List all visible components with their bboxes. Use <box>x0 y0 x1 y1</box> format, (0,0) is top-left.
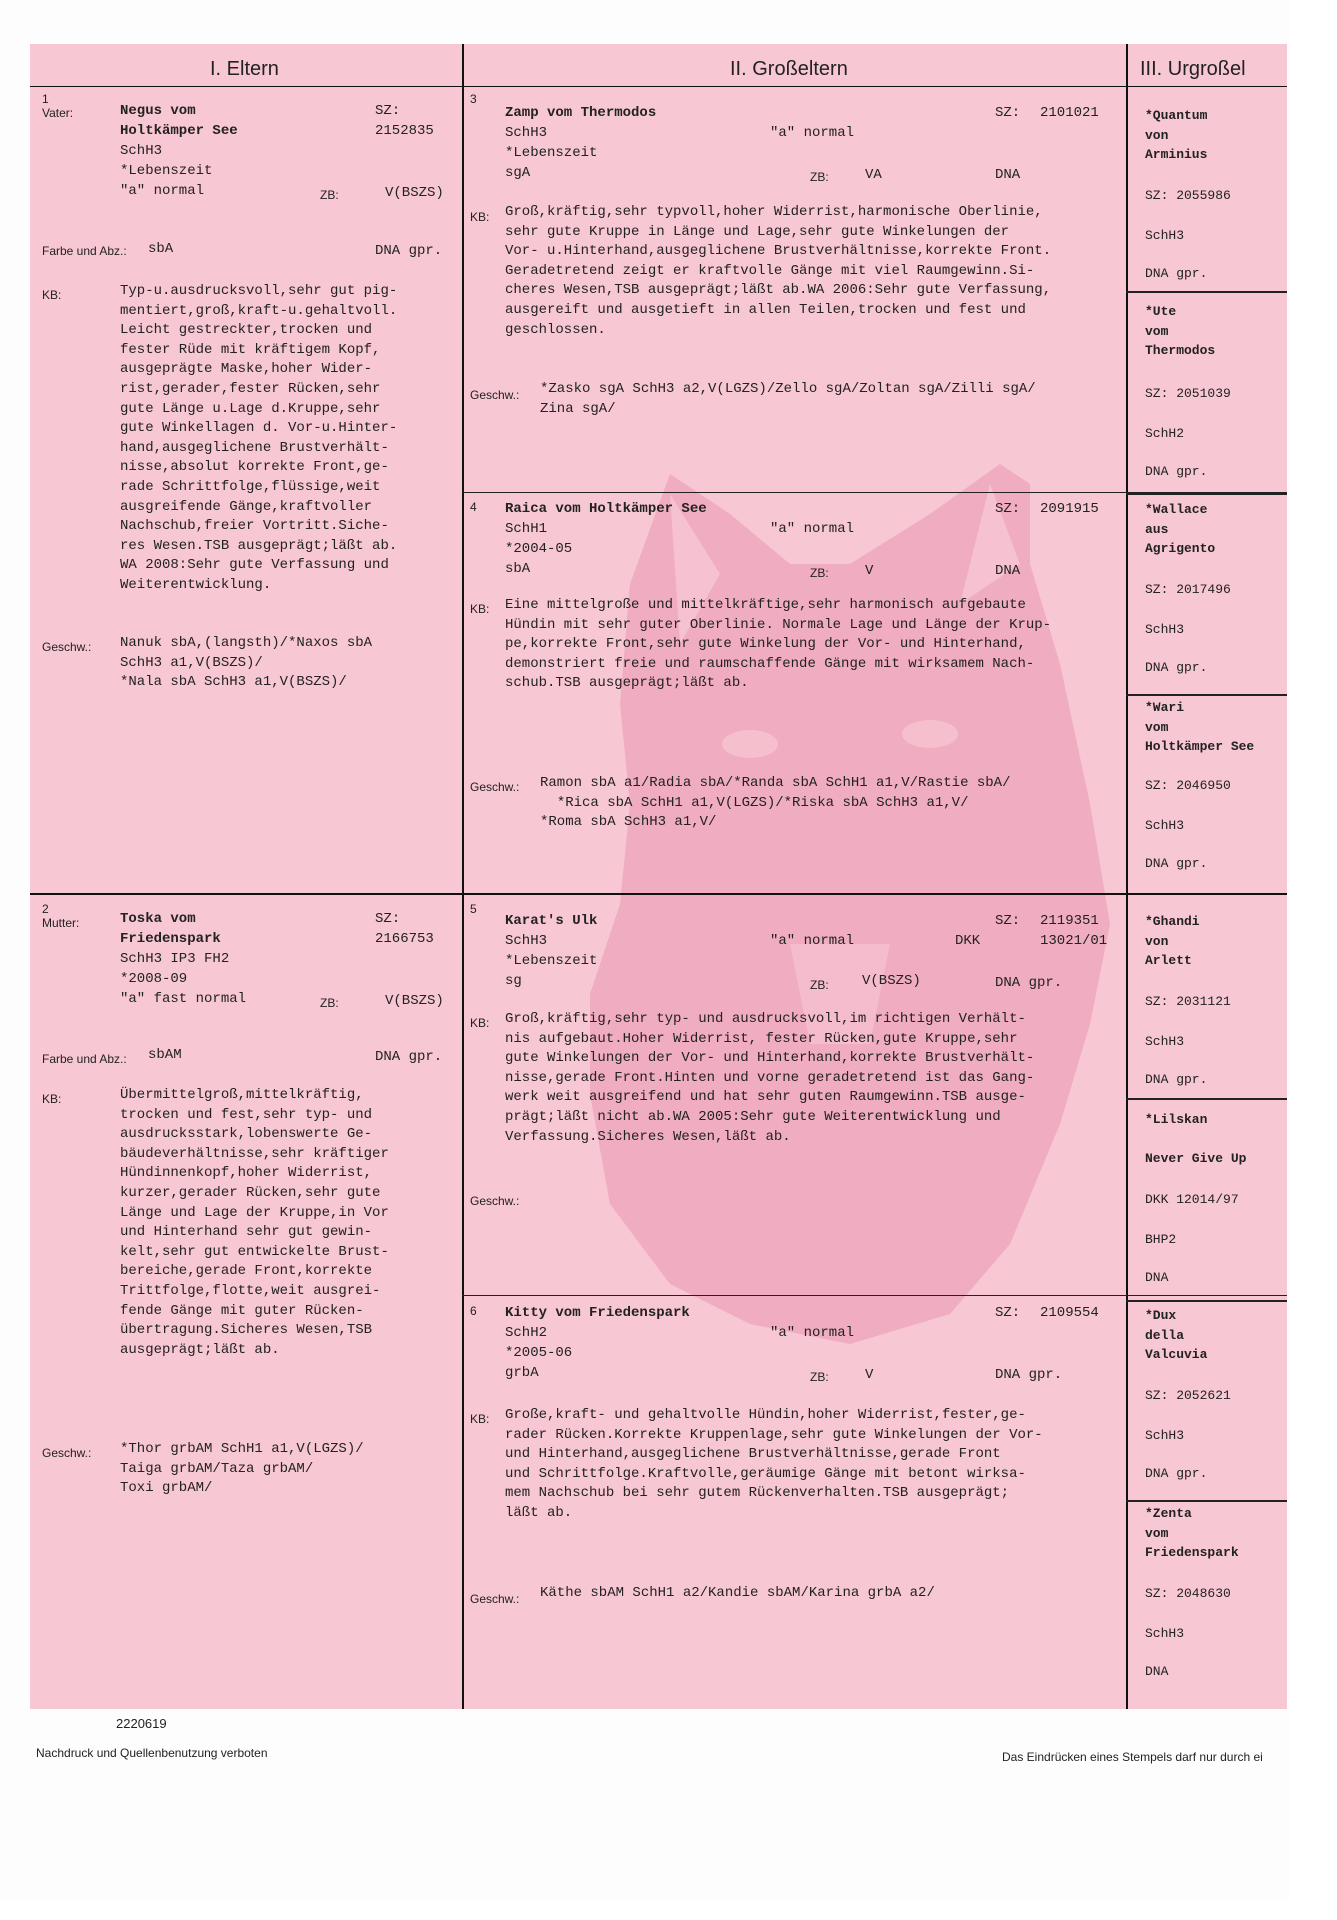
gp5-sz-label: SZ: <box>995 913 1021 929</box>
gp6-dna: DNA gpr. <box>995 1367 1063 1383</box>
father-line2: *Lebenszeit <box>120 163 213 179</box>
gp4-geschw-label: Geschw.: <box>470 780 520 794</box>
gp3-line3: sgA <box>505 165 531 181</box>
ggp-8-name: *Zenta vom Friedenspark <box>1145 1506 1239 1561</box>
father-kb-text: Typ-u.ausdrucksvoll,sehr gut pig- mentiert,groß,kraft-u.gehaltvoll. Leicht gestreckter,trocken und fester Rüde mit kräftigem Kopf, ausgeprägte Maske,hoher Wider- rist,gerader,fester Rücken,sehr gute Länge u.Lage d.Kruppe,sehr gute Winkellagen d. Vor-u.Hinter- hand,ausgeglichene Brustverhält- nisse,absolut korrekte Front,ge- rade Schrittfolge,flüssige,weit ausgreifende Gänge,kraftvoller Nachschub,freier Vortritt.Siche- res Wesen.TSB ausgeprägt;läßt ab. WA 2008:Sehr gute Verfassung und Weiterentwicklung. <box>120 283 398 593</box>
father-zb-label: ZB: <box>320 188 339 202</box>
col-divider-2 <box>1126 44 1128 1709</box>
col-divider-1 <box>462 44 464 1709</box>
gp3-sz: 2101021 <box>1040 105 1099 121</box>
row-divider-gp-5-6 <box>462 1295 1287 1296</box>
gp6-name: Kitty vom Friedenspark <box>505 1305 690 1321</box>
father-sz: 2152835 <box>375 123 434 139</box>
father-geschw-label: Geschw.: <box>42 640 92 654</box>
gp3-geschw-label: Geschw.: <box>470 388 520 402</box>
mother-sz: 2166753 <box>375 931 434 947</box>
father-sz-label: SZ: <box>375 103 401 119</box>
gp6-zb-label: ZB: <box>810 1370 829 1384</box>
gp6-hd: "a" normal <box>770 1325 855 1341</box>
ggp-6-line1: BHP2 <box>1145 1232 1177 1247</box>
ggp-8-sz: SZ: 2048630 <box>1145 1586 1231 1601</box>
gp4-kb-text: Eine mittelgroße und mittelkräftige,sehr harmonisch aufgebaute Hündin mit sehr guter Oberlinie. Normale Lage und Länge der Krup- pe,korrekte Front,sehr gute Winkelung der Vor- und Hinterhand, demonstriert freie und raumschaffende Gänge mit wirksamem Nach- schub.TSB ausgeprägt;läßt ab. <box>505 597 1052 692</box>
gp6-line3: grbA <box>505 1365 539 1381</box>
ggp-3-line1: SchH3 <box>1145 622 1185 637</box>
ggp-7-line1: SchH3 <box>1145 1428 1185 1443</box>
gp6-line1: SchH2 <box>505 1325 548 1341</box>
ggp-3-sz: SZ: 2017496 <box>1145 582 1231 597</box>
ggp-divider-6 <box>1126 1500 1287 1502</box>
gp6-geschw-text: Käthe sbAM SchH1 a2/Kandie sbAM/Karina grbA a2/ <box>540 1585 935 1601</box>
header-grandparents: II. Großeltern <box>730 58 848 80</box>
ggp-6-line2: DNA <box>1145 1270 1169 1285</box>
gp5-kb-text: Groß,kräftig,sehr typ- und ausdrucksvoll,im richtigen Verhält- nis aufgebaut.Hoher Widerrist, fester Rücken,gute Kruppe,sehr gute Winkelungen der Vor- und Hinterhand,korrekte Brustverhält- nisse,gerade Front.Hinten und vorne geradetretend ist das Gang- werk weit ausgreifend und hat sehr guten Raumgewinn.TSB ausge- prägt;läßt nicht ab.WA 2005:Sehr gute Weiterentwicklung und Verfassung.Sicheres Wesen,läßt ab. <box>505 1011 1035 1145</box>
gp3-hd: "a" normal <box>770 125 855 141</box>
gp5-num: 5 <box>470 902 477 916</box>
mother-line1: SchH3 IP3 FH2 <box>120 951 230 967</box>
ggp-5-sz: SZ: 2031121 <box>1145 994 1231 1009</box>
gp3-sz-label: SZ: <box>995 105 1021 121</box>
gp4-zb: V <box>865 563 874 579</box>
mother-sz-label: SZ: <box>375 911 401 927</box>
father-zb: V(BSZS) <box>385 185 444 201</box>
ggp-6-sz: DKK 12014/97 <box>1145 1192 1239 1207</box>
mother-name-1: Toska vom <box>120 911 196 927</box>
gp3-line1: SchH3 <box>505 125 548 141</box>
ggp-2-sz: SZ: 2051039 <box>1145 386 1231 401</box>
mother-dna: DNA gpr. <box>375 1049 443 1065</box>
gp4-num: 4 <box>470 500 477 514</box>
gp5-geschw-label: Geschw.: <box>470 1194 520 1208</box>
gp5-dkk-number: 13021/01 <box>1040 933 1108 949</box>
ggp-2-line2: DNA gpr. <box>1145 464 1208 479</box>
gp3-kb-label: KB: <box>470 210 490 224</box>
gp3-geschw-text: *Zasko sgA SchH3 a2,V(LGZS)/Zello sgA/Zoltan sgA/Zilli sgA/ Zina sgA/ <box>540 381 1036 417</box>
gp5-sz: 2119351 <box>1040 913 1099 929</box>
gp4-geschw-text: Ramon sbA a1/Radia sbA/*Randa sbA SchH1 a1,V/Rastie sbA/ *Rica sbA SchH1 a1,V(LGZS)/*Riska sbA SchH3 a1,V/ *Roma sbA SchH3 a1,V/ <box>540 775 1011 831</box>
gp6-zb: V <box>865 1367 874 1383</box>
gp6-line2: *2005-06 <box>505 1345 573 1361</box>
ggp-4-name: *Wari vom Holtkämper See <box>1145 700 1255 755</box>
father-dna: DNA gpr. <box>375 243 443 259</box>
ggp-1-name: *Quantum von Arminius <box>1145 108 1208 163</box>
mother-zb: V(BSZS) <box>385 993 444 1009</box>
gp5-zb: V(BSZS) <box>862 973 921 989</box>
gp3-kb-text: Groß,kräftig,sehr typvoll,hoher Widerrist,harmonische Oberlinie, sehr gute Kruppe in Länge und Lage,sehr gute Winkelungen der Vor- u.Hinterhand,ausgeglichene Brustverhältnisse,korrekte Front. Geradetretend zeigt er kraftvolle Gänge mit viel Raumgewinn.Si- cheres Wesen,TSB ausgeprägt;läßt ab.WA 2006:Sehr gute Verfassung, ausgereift und ausgetieft in allen Teilen,trocken und fest und geschlossen. <box>505 204 1052 338</box>
row-divider-parents <box>30 893 1287 895</box>
gp6-num: 6 <box>470 1304 477 1318</box>
gp3-zb: VA <box>865 167 882 183</box>
ggp-7-sz: SZ: 2052621 <box>1145 1388 1231 1403</box>
ggp-5-name: *Ghandi von Arlett <box>1145 914 1200 969</box>
mother-farbe-label: Farbe und Abz.: <box>42 1052 127 1066</box>
ggp-1-sz: SZ: 2055986 <box>1145 188 1231 203</box>
gp5-kb-label: KB: <box>470 1016 490 1030</box>
gp4-line2: *2004-05 <box>505 541 573 557</box>
gp3-line2: *Lebenszeit <box>505 145 598 161</box>
gp6-geschw-label: Geschw.: <box>470 1592 520 1606</box>
gp4-sz: 2091915 <box>1040 501 1099 517</box>
ggp-8-line2: DNA <box>1145 1664 1169 1679</box>
ggp-2-line1: SchH2 <box>1145 426 1185 441</box>
ggp-3-line2: DNA gpr. <box>1145 660 1208 675</box>
gp4-name: Raica vom Holtkämper See <box>505 501 707 517</box>
father-name-1: Negus vom <box>120 103 196 119</box>
ggp-6-name: *Lilskan Never Give Up <box>1145 1112 1247 1167</box>
father-farbe: sbA <box>148 241 174 257</box>
gp4-line1: SchH1 <box>505 521 548 537</box>
father-farbe-label: Farbe und Abz.: <box>42 244 127 258</box>
ggp-divider-1 <box>1126 291 1287 293</box>
ggp-4-line1: SchH3 <box>1145 818 1185 833</box>
gp4-sz-label: SZ: <box>995 501 1021 517</box>
gp4-hd: "a" normal <box>770 521 855 537</box>
gp5-name: Karat's Ulk <box>505 913 598 929</box>
ggp-divider-5 <box>1126 1300 1287 1302</box>
gp3-dna: DNA <box>995 167 1021 183</box>
ggp-7-name: *Dux della Valcuvia <box>1145 1308 1208 1363</box>
ggp-4-line2: DNA gpr. <box>1145 856 1208 871</box>
gp3-name: Zamp vom Thermodos <box>505 105 657 121</box>
mother-zb-label: ZB: <box>320 996 339 1010</box>
gp3-num: 3 <box>470 92 477 106</box>
gp5-dkk: DKK <box>955 933 981 949</box>
footer-right-notice: Das Eindrücken eines Stempels darf nur durch ei <box>1002 1750 1263 1764</box>
ggp-1-line2: DNA gpr. <box>1145 266 1208 281</box>
gp4-kb-label: KB: <box>470 602 490 616</box>
mother-label: Mutter: <box>42 916 80 930</box>
gp5-dna: DNA gpr. <box>995 975 1063 991</box>
header-parents: I. Eltern <box>210 58 279 80</box>
father-num: 1 <box>42 92 49 106</box>
mother-line3: "a" fast normal <box>120 991 247 1007</box>
header-bottom-line <box>30 86 1287 87</box>
gp4-dna: DNA <box>995 563 1021 579</box>
gp6-kb-text: Große,kraft- und gehaltvolle Hündin,hoher Widerrist,fester,ge- rader Rücken.Korrekte Kruppenlage,sehr gute Winkelungen der Vor- und Hinterhand,ausgeglichene Brustverhältnisse,gerade Front und Schrittfolge.Kraftvolle,geräumige Gänge mit betont wirksa- mem Nachschub bei sehr gutem Rückenverhalten.TSB ausgeprägt; läßt ab. <box>505 1407 1043 1521</box>
mother-geschw-label: Geschw.: <box>42 1446 92 1460</box>
ggp-divider-2 <box>1126 493 1287 495</box>
ggp-8-line1: SchH3 <box>1145 1626 1185 1641</box>
ggp-7-line2: DNA gpr. <box>1145 1466 1208 1481</box>
mother-name-2: Friedenspark <box>120 931 221 947</box>
gp5-line3: sg <box>505 973 522 989</box>
mother-farbe: sbAM <box>148 1047 182 1063</box>
ggp-divider-4 <box>1126 1098 1287 1100</box>
ggp-divider-3 <box>1126 694 1287 696</box>
gp4-line3: sbA <box>505 561 531 577</box>
gp6-sz: 2109554 <box>1040 1305 1099 1321</box>
ggp-4-sz: SZ: 2046950 <box>1145 778 1231 793</box>
gp6-kb-label: KB: <box>470 1412 490 1426</box>
father-geschw-text: Nanuk sbA,(langsth)/*Naxos sbA SchH3 a1,V(BSZS)/ *Nala sbA SchH3 a1,V(BSZS)/ <box>120 635 373 691</box>
gp6-sz-label: SZ: <box>995 1305 1021 1321</box>
ggp-1-line1: SchH3 <box>1145 228 1185 243</box>
registration-code: 2220619 <box>116 1716 167 1731</box>
mother-num: 2 <box>42 902 49 916</box>
mother-kb-text: Übermittelgroß,mittelkräftig, trocken und fest,sehr typ- und ausdrucksstark,lobenswerte Ge- bäudeverhältnisse,sehr kräftiger Hündinnenkopf,hoher Widerrist, kurzer,gerader Rücken,sehr gute Länge und Lage der Kruppe,in Vor und Hinterhand sehr gut gewin- kelt,sehr gut entwickelte Brust- bereiche,gerade Front,korrekte Trittfolge,flotte,weit ausgrei- fende Gänge mit guter Rücken- übertragung.Sicheres Wesen,TSB ausgeprägt;läßt ab. <box>120 1087 389 1358</box>
gp5-zb-label: ZB: <box>810 978 829 992</box>
gp4-zb-label: ZB: <box>810 566 829 580</box>
gp5-hd: "a" normal <box>770 933 855 949</box>
mother-kb-label: KB: <box>42 1092 62 1106</box>
father-name-2: Holtkämper See <box>120 123 238 139</box>
footer-left-notice: Nachdruck und Quellenbenutzung verboten <box>36 1746 268 1760</box>
mother-line2: *2008-09 <box>120 971 188 987</box>
ggp-3-name: *Wallace aus Agrigento <box>1145 502 1216 557</box>
father-label: Vater: <box>42 106 74 120</box>
father-line1: SchH3 <box>120 143 163 159</box>
ggp-2-name: *Ute vom Thermodos <box>1145 304 1216 359</box>
gp5-line1: SchH3 <box>505 933 548 949</box>
gp5-line2: *Lebenszeit <box>505 953 598 969</box>
father-line3: "a" normal <box>120 183 205 199</box>
father-kb-label: KB: <box>42 288 62 302</box>
gp3-zb-label: ZB: <box>810 170 829 184</box>
header-great-grandparents: III. Urgroßel <box>1140 58 1246 80</box>
ggp-5-line1: SchH3 <box>1145 1034 1185 1049</box>
ggp-5-line2: DNA gpr. <box>1145 1072 1208 1087</box>
mother-geschw-text: *Thor grbAM SchH1 a1,V(LGZS)/ Taiga grbAM/Taza grbAM/ Toxi grbAM/ <box>120 1441 364 1497</box>
